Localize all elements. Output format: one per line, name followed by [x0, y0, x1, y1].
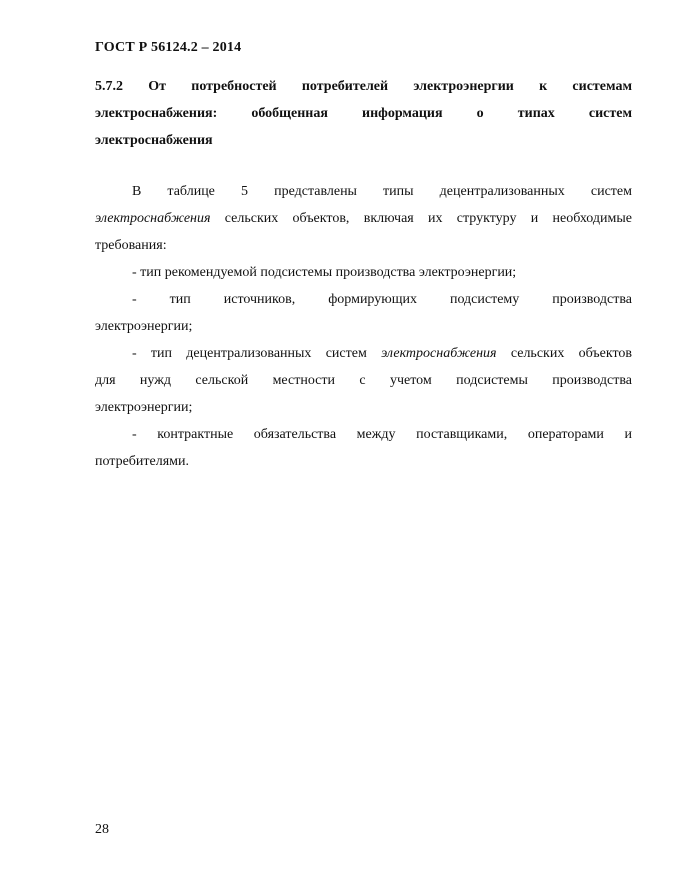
list-item-3-italic-term: электроснабжения: [381, 346, 497, 361]
list-item-3-start: - тип децентрализованных систем: [132, 346, 382, 361]
list-item-1: - тип рекомендуемой подсистемы производства электроэнергии;: [132, 265, 517, 280]
paragraph-1-line-2-rest: сельских объектов, включая их структуру и необходимые: [210, 211, 632, 226]
section-heading-line-1: 5.7.2 От потребностей потребителей электроэнергии к системам: [95, 79, 632, 94]
paragraph-1-line-2: [95, 205, 632, 232]
section-heading-line-2: электроснабжения: обобщенная информация о типах систем: [95, 106, 632, 121]
list-item-3-line-2: для нужд сельской местности с учетом подсистемы производства: [95, 373, 632, 388]
list-item-3-line-3: электроэнергии;: [95, 400, 193, 415]
list-item-4-line-1: - контрактные обязательства между поставщиками, операторами и: [132, 427, 632, 442]
section-heading: [95, 73, 632, 154]
paragraph-1-line-1: В таблице 5 представлены типы децентрализованных систем: [132, 184, 632, 199]
list-item-4-line-2: потребителями.: [95, 454, 190, 469]
paragraph-1-italic-term: электроснабжения: [95, 211, 211, 226]
body-text: [95, 178, 632, 475]
page-number: 28: [95, 822, 109, 837]
document-header: ГОСТ Р 56124.2 – 2014: [95, 40, 242, 55]
section-heading-line-3: электроснабжения: [95, 133, 213, 148]
list-item-3-line-1: [95, 340, 632, 367]
list-item-2-line-2: электроэнергии;: [95, 319, 193, 334]
list-item-3-end: сельских объектов: [496, 346, 632, 361]
list-item-2-line-1: - тип источников, формирующих подсистему производства: [132, 292, 632, 307]
paragraph-1-line-3: требования:: [95, 238, 167, 253]
